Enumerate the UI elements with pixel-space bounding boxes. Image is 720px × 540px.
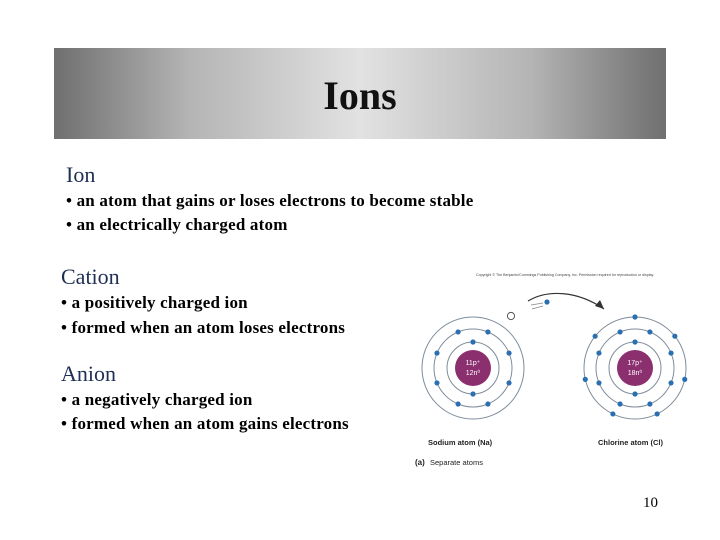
sodium-atom-electron (470, 339, 475, 344)
chlorine-protons: 17p⁺ (627, 360, 643, 367)
chlorine-atom-electron (668, 350, 673, 355)
chlorine-atom (583, 314, 688, 419)
chlorine-nucleus (617, 350, 653, 386)
sodium-atom-electron (434, 380, 439, 385)
ion-bullet-1: • an atom that gains or loses electrons to become stable (66, 191, 474, 210)
chlorine-atom-electron (596, 380, 601, 385)
sodium-atom-electron (470, 391, 475, 396)
sodium-atom-electron (485, 329, 490, 334)
chlorine-atom-electron (596, 350, 601, 355)
anion-bullet-2: • formed when an atom gains electrons (61, 414, 349, 433)
slide-title: Ions (323, 73, 397, 118)
cation-bullet-2: • formed when an atom loses electrons (61, 318, 346, 337)
sodium-nucleus (455, 350, 491, 386)
chlorine-atom-electron (672, 334, 677, 339)
anion-bullet-1: • a negatively charged ion (61, 390, 253, 409)
atom-diagram (408, 265, 708, 475)
sodium-atom-electron (485, 401, 490, 406)
title-bar (54, 48, 666, 139)
chlorine-atom-electron (583, 377, 588, 382)
sodium-atom-electron (506, 350, 511, 355)
sodium-protons: 11p⁺ (465, 360, 481, 367)
transferred-electron (544, 299, 549, 304)
chlorine-label: Chlorine atom (Cl) (598, 438, 663, 447)
sodium-atom-electron (506, 380, 511, 385)
sodium-label: Sodium atom (Na) (428, 438, 493, 447)
chlorine-atom-electron (655, 411, 660, 416)
ion-bullet-2: • an electrically charged atom (66, 215, 288, 234)
sodium-neutrons: 12n⁰ (465, 370, 481, 377)
copyright-notice: Copyright © The Benjamin/Cummings Publishing Company, Inc. Permission required for reproduction or display. (476, 273, 655, 277)
term-ion: Ion (66, 162, 96, 187)
sodium-atom-electron (434, 350, 439, 355)
chlorine-atom-electron (647, 329, 652, 334)
chlorine-atom-electron (632, 391, 637, 396)
term-anion: Anion (61, 361, 116, 386)
sodium-atom-electron (455, 401, 460, 406)
chlorine-neutrons: 18n⁰ (627, 370, 643, 377)
chlorine-atom-electron (617, 401, 622, 406)
chlorine-atom-electron (632, 314, 637, 319)
cation-bullet-1: • a positively charged ion (61, 293, 248, 312)
chlorine-atom-electron (682, 377, 687, 382)
chlorine-atom-electron (617, 329, 622, 334)
term-cation: Cation (61, 264, 120, 289)
sodium-vacated-electron-slot (507, 312, 514, 319)
chlorine-atom-electron (610, 411, 615, 416)
chlorine-atom-electron (647, 401, 652, 406)
sodium-atom-electron (455, 329, 460, 334)
caption-letter: (a) (415, 458, 425, 467)
chlorine-atom-electron (668, 380, 673, 385)
caption-text: Separate atoms (430, 458, 483, 467)
sodium-atom (422, 312, 524, 419)
electron-transfer-arrow (528, 293, 604, 309)
chlorine-atom-electron (632, 339, 637, 344)
chlorine-atom-electron (593, 334, 598, 339)
page-number: 10 (643, 495, 658, 511)
